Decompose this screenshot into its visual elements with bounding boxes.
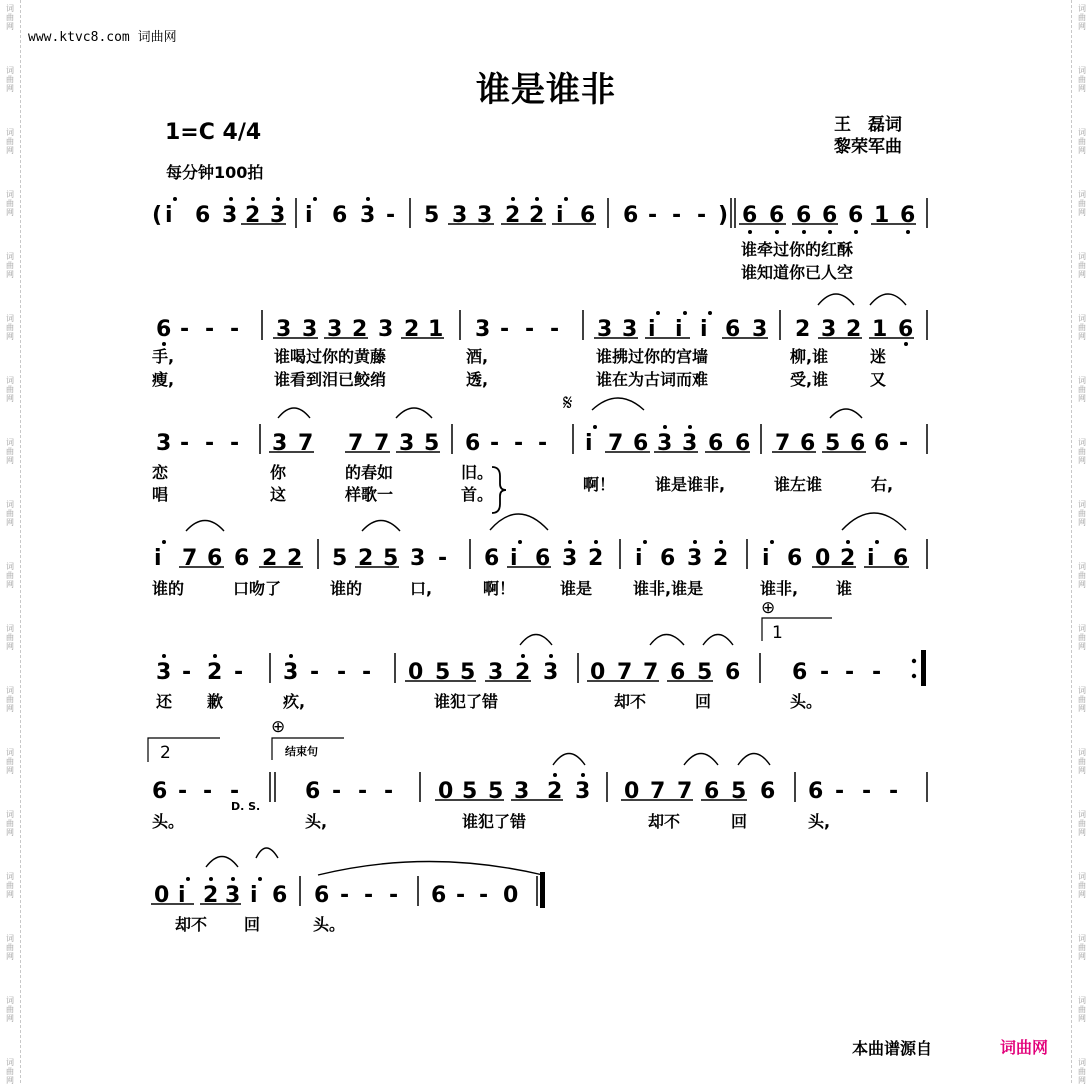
note-line-4-12: i	[510, 546, 518, 571]
lyric-text: 谁左谁	[774, 475, 823, 494]
note-line-6-19: 6	[760, 779, 776, 804]
note-line-4-13: 6	[535, 546, 551, 571]
octave-dots	[162, 197, 910, 881]
edge-watermark: 词 曲 网	[6, 872, 14, 899]
edge-watermark: 词 曲 网	[6, 996, 14, 1023]
edge-watermark: 词 曲 网	[1078, 748, 1086, 775]
note-line-4-16: i	[635, 546, 643, 571]
note-line-6-8: 0	[438, 779, 454, 804]
edge-watermark: 词 曲 网	[6, 934, 14, 961]
repeat-end-barline	[921, 650, 926, 686]
lyric-text: 样歌一	[345, 485, 394, 504]
note-line-4-9: 3	[410, 546, 426, 571]
score-notes	[152, 203, 915, 908]
lyric-text: 口,	[410, 579, 433, 598]
edge-watermark: 词 曲 网	[6, 748, 14, 775]
edge-watermark: 词 曲 网	[1078, 66, 1086, 93]
note-line-6-15: 7	[650, 779, 666, 804]
lyric-text: 却不	[175, 915, 208, 934]
note-line-3-15: 7	[608, 431, 624, 456]
note-line-2-13: -	[525, 317, 535, 342]
lyric-text: 谁知道你已人空	[741, 263, 854, 282]
note-line-1-17: 6	[623, 203, 639, 228]
edge-watermark: 词 曲 网	[6, 810, 14, 837]
note-line-1-21: )	[718, 203, 729, 228]
note-line-1-15: i	[556, 203, 564, 228]
note-line-2-4: 3	[276, 317, 292, 342]
note-line-3-20: 6	[735, 431, 751, 456]
note-line-4-22: 0	[815, 546, 831, 571]
edge-watermark: 词 曲 网	[1078, 190, 1086, 217]
note-line-3-8: 3	[399, 431, 415, 456]
note-line-3-11: -	[490, 431, 500, 456]
note-line-2-11: 3	[475, 317, 491, 342]
note-line-1-16: 6	[580, 203, 596, 228]
lyric-text: 谁的	[152, 579, 185, 598]
note-line-1-28: 6	[900, 203, 916, 228]
footer-source-text: 本曲谱源自	[852, 1039, 933, 1058]
note-line-3-1: -	[180, 431, 190, 456]
note-line-7-9: -	[389, 883, 399, 908]
verse-brace	[492, 467, 506, 513]
note-line-1-19: -	[672, 203, 682, 228]
note-line-5-3: -	[234, 660, 244, 685]
note-line-6-21: -	[835, 779, 845, 804]
note-line-6-17: 6	[704, 779, 720, 804]
edge-watermark: 词 曲 网	[1078, 4, 1086, 31]
key-signature: 1=C 4/4	[165, 120, 262, 145]
note-line-4-5: 2	[287, 546, 303, 571]
note-line-4-15: 2	[588, 546, 604, 571]
note-line-2-20: 6	[725, 317, 741, 342]
edge-watermark: 词 曲 网	[1078, 1058, 1086, 1085]
note-line-3-21: 7	[775, 431, 791, 456]
note-line-3-25: 6	[874, 431, 890, 456]
note-line-4-7: 2	[358, 546, 374, 571]
lyric-text: 疚,	[283, 692, 306, 711]
note-line-7-2: 2	[203, 883, 219, 908]
edge-watermark: 词 曲 网	[1078, 562, 1086, 589]
lyric-text: 谁牵过你的红酥	[741, 240, 854, 259]
score-lyrics	[152, 240, 893, 934]
lyric-text: 歉	[207, 692, 224, 711]
lyric-text: 却不	[614, 692, 647, 711]
note-line-4-4: 2	[262, 546, 278, 571]
note-line-2-25: 1	[872, 317, 888, 342]
note-line-4-6: 5	[332, 546, 348, 571]
lyric-text: 透,	[466, 370, 489, 389]
note-line-3-6: 7	[348, 431, 364, 456]
note-line-2-16: 3	[622, 317, 638, 342]
edge-watermark: 词 曲 网	[6, 562, 14, 589]
note-line-4-20: i	[762, 546, 770, 571]
lyricist-credit: 王 磊词	[834, 115, 902, 135]
note-line-3-18: 3	[682, 431, 698, 456]
edge-watermark: 词 曲 网	[1078, 500, 1086, 527]
note-line-6-9: 5	[462, 779, 478, 804]
note-line-1-8: 3	[360, 203, 376, 228]
note-line-3-12: -	[514, 431, 524, 456]
note-line-6-12: 2	[547, 779, 563, 804]
note-line-3-3: -	[230, 431, 240, 456]
note-line-1-1: i	[165, 203, 173, 228]
lyric-text: 受,谁	[790, 370, 829, 389]
repeat-dot	[912, 674, 916, 678]
note-line-2-15: 3	[597, 317, 613, 342]
note-line-2-17: i	[648, 317, 656, 342]
note-line-5-20: 6	[792, 660, 808, 685]
note-line-5-21: -	[820, 660, 830, 685]
edge-watermark: 词 曲 网	[1078, 314, 1086, 341]
lyric-text: 谁看到泪已鲛绡	[274, 370, 387, 389]
note-line-5-9: 5	[435, 660, 451, 685]
note-line-6-4: 6	[305, 779, 321, 804]
note-line-1-25: 6	[822, 203, 838, 228]
edge-watermark: 词 曲 网	[1078, 872, 1086, 899]
note-line-2-14: -	[550, 317, 560, 342]
note-line-4-0: i	[154, 546, 162, 571]
lyric-text: 迷	[870, 347, 887, 366]
note-line-1-13: 2	[505, 203, 521, 228]
note-line-1-6: i	[305, 203, 313, 228]
volta-1-label: 1	[772, 623, 783, 643]
note-line-3-9: 5	[424, 431, 440, 456]
note-line-2-5: 3	[302, 317, 318, 342]
lyric-text: 头。	[790, 692, 823, 711]
note-line-2-7: 2	[352, 317, 368, 342]
note-line-6-22: -	[862, 779, 872, 804]
edge-watermark: 词 曲 网	[6, 500, 14, 527]
note-line-5-19: 6	[725, 660, 741, 685]
lyric-text: 头,	[305, 812, 328, 831]
note-line-4-3: 6	[234, 546, 250, 571]
note-line-4-8: 5	[383, 546, 399, 571]
site-label: www.ktvc8.com 词曲网	[28, 30, 177, 45]
note-line-6-2: -	[203, 779, 213, 804]
edge-watermark: 词 曲 网	[1078, 934, 1086, 961]
note-line-1-9: -	[386, 203, 396, 228]
note-line-5-23: -	[872, 660, 882, 685]
note-line-5-8: 0	[408, 660, 424, 685]
lyric-text: 口吻了	[233, 579, 282, 598]
lyric-text: 头。	[313, 915, 346, 934]
lyric-text: 啊！	[583, 475, 616, 494]
note-line-6-10: 5	[488, 779, 504, 804]
edge-watermark: 词 曲 网	[1078, 624, 1086, 651]
note-line-5-15: 7	[617, 660, 633, 685]
note-line-6-18: 5	[731, 779, 747, 804]
note-line-3-7: 7	[374, 431, 390, 456]
note-line-2-9: 2	[404, 317, 420, 342]
note-line-3-4: 3	[272, 431, 288, 456]
note-line-5-0: 3	[156, 660, 172, 685]
note-line-5-13: 3	[543, 660, 559, 685]
note-line-1-27: 1	[874, 203, 890, 228]
lyric-text: 瘦,	[152, 370, 175, 389]
note-line-3-16: 6	[633, 431, 649, 456]
note-line-2-23: 3	[821, 317, 837, 342]
note-line-2-0: 6	[156, 317, 172, 342]
note-line-2-19: i	[700, 317, 708, 342]
coda-sign: ⊕	[761, 598, 776, 618]
lyric-text: 回	[695, 692, 712, 711]
note-line-3-17: 3	[657, 431, 673, 456]
note-line-3-5: 7	[298, 431, 314, 456]
page-title: 谁是谁非	[476, 70, 616, 110]
lyric-text: 谁喝过你的黄藤	[274, 347, 387, 366]
note-line-2-1: -	[180, 317, 190, 342]
note-line-5-17: 6	[670, 660, 686, 685]
edge-watermark: 词 曲 网	[1078, 686, 1086, 713]
note-line-2-26: 6	[898, 317, 914, 342]
note-line-6-6: -	[358, 779, 368, 804]
edge-watermark: 词 曲 网	[6, 314, 14, 341]
lyric-text: 你	[270, 463, 287, 482]
lyric-text: 谁是	[560, 579, 593, 598]
note-line-5-5: -	[310, 660, 320, 685]
note-line-3-10: 6	[465, 431, 481, 456]
note-line-1-0: (	[152, 203, 163, 228]
note-line-3-13: -	[538, 431, 548, 456]
lyric-text: 柳,谁	[790, 347, 829, 366]
lyric-text: 谁非,谁是	[633, 579, 704, 598]
note-line-4-24: i	[867, 546, 875, 571]
note-line-2-12: -	[500, 317, 510, 342]
note-line-3-24: 6	[850, 431, 866, 456]
lyric-text: 却不	[648, 812, 681, 831]
note-line-2-18: i	[675, 317, 683, 342]
edge-watermark: 词 曲 网	[6, 1058, 14, 1085]
ds-marking: D. S.	[231, 800, 261, 813]
note-line-4-19: 2	[713, 546, 729, 571]
lyric-text: 谁是谁非,	[655, 475, 726, 494]
lyric-text: 回	[244, 915, 261, 934]
note-line-4-21: 6	[787, 546, 803, 571]
lyric-text: 首。	[461, 485, 494, 504]
volta-2-label: 2	[160, 743, 171, 763]
edge-watermark: 词 曲 网	[6, 376, 14, 403]
edge-watermark: 词 曲 网	[1078, 128, 1086, 155]
repeat-dot	[912, 659, 916, 663]
lyric-text: 手,	[152, 347, 175, 366]
note-line-4-23: 2	[840, 546, 856, 571]
note-line-1-23: 6	[769, 203, 785, 228]
note-line-3-23: 5	[825, 431, 841, 456]
note-line-2-22: 2	[795, 317, 811, 342]
lyric-text: 头。	[152, 812, 185, 831]
note-line-6-23: -	[889, 779, 899, 804]
note-line-4-14: 3	[562, 546, 578, 571]
lyric-text: 的春如	[345, 463, 394, 482]
lyric-text: 又	[870, 370, 887, 389]
note-line-4-2: 6	[207, 546, 223, 571]
note-line-6-1: -	[178, 779, 188, 804]
note-line-2-6: 3	[327, 317, 343, 342]
edge-watermark: 词 曲 网	[1078, 252, 1086, 279]
lyric-text: 头,	[808, 812, 831, 831]
note-line-4-10: -	[438, 546, 448, 571]
note-line-5-18: 5	[697, 660, 713, 685]
note-line-6-16: 7	[677, 779, 693, 804]
note-line-7-4: i	[250, 883, 258, 908]
note-line-5-6: -	[337, 660, 347, 685]
note-line-2-24: 2	[846, 317, 862, 342]
note-line-4-18: 3	[687, 546, 703, 571]
edge-watermark: 词 曲 网	[6, 438, 14, 465]
edge-watermark: 词 曲 网	[6, 252, 14, 279]
note-line-7-0: 0	[154, 883, 170, 908]
note-line-5-4: 3	[283, 660, 299, 685]
note-line-7-12: -	[479, 883, 489, 908]
note-line-1-18: -	[648, 203, 658, 228]
note-line-6-3: -	[230, 779, 240, 804]
note-line-7-8: -	[364, 883, 374, 908]
note-line-7-10: 6	[431, 883, 447, 908]
note-line-1-11: 3	[452, 203, 468, 228]
note-line-7-11: -	[456, 883, 466, 908]
note-line-6-0: 6	[152, 779, 168, 804]
note-line-3-26: -	[899, 431, 909, 456]
edge-watermark: 词 曲 网	[1078, 996, 1086, 1023]
note-line-6-7: -	[384, 779, 394, 804]
note-line-1-26: 6	[848, 203, 864, 228]
note-line-5-12: 2	[515, 660, 531, 685]
lyric-text: 回	[731, 812, 748, 831]
lyric-text: 谁非,	[760, 579, 799, 598]
edge-watermark: 词 曲 网	[1078, 438, 1086, 465]
note-line-7-3: 3	[225, 883, 241, 908]
note-line-6-14: 0	[624, 779, 640, 804]
tempo-label: 每分钟100拍	[166, 163, 264, 182]
edge-watermark: 词 曲 网	[6, 686, 14, 713]
lyric-text: 谁犯了错	[434, 692, 499, 711]
note-line-1-10: 5	[424, 203, 440, 228]
lyric-text: 恋	[152, 463, 169, 482]
ending-label: 结束句	[285, 745, 318, 758]
edge-watermark: 词 曲 网	[1078, 810, 1086, 837]
note-line-7-1: i	[178, 883, 186, 908]
edge-watermark: 词 曲 网	[6, 128, 14, 155]
lyric-text: 啊！	[483, 579, 516, 598]
note-line-1-3: 3	[222, 203, 238, 228]
note-line-5-11: 3	[488, 660, 504, 685]
edge-watermark: 词 曲 网	[6, 624, 14, 651]
note-line-3-22: 6	[800, 431, 816, 456]
note-line-7-7: -	[340, 883, 350, 908]
segno-sign: 𝄋	[563, 391, 573, 416]
note-line-7-5: 6	[272, 883, 288, 908]
lyric-text: 旧。	[461, 463, 494, 482]
note-line-6-13: 3	[575, 779, 591, 804]
note-line-1-22: 6	[742, 203, 758, 228]
note-line-5-14: 0	[590, 660, 606, 685]
note-line-5-1: -	[182, 660, 192, 685]
note-line-2-8: 3	[378, 317, 394, 342]
lyric-text: 这	[270, 485, 287, 504]
note-line-3-19: 6	[708, 431, 724, 456]
note-line-4-17: 6	[660, 546, 676, 571]
lyric-text: 唱	[152, 485, 169, 504]
footer-brand-link[interactable]: 词曲网	[1000, 1038, 1049, 1057]
note-line-5-10: 5	[460, 660, 476, 685]
note-line-3-2: -	[205, 431, 215, 456]
note-line-3-14: i	[585, 431, 593, 456]
coda-sign: ⊕	[271, 717, 286, 737]
composer-credit: 黎荣军曲	[834, 137, 902, 157]
edge-watermark: 词 曲 网	[1078, 376, 1086, 403]
note-line-2-10: 1	[428, 317, 444, 342]
note-line-7-6: 6	[314, 883, 330, 908]
lyric-text: 谁拂过你的宫墙	[596, 347, 709, 366]
note-line-2-3: -	[230, 317, 240, 342]
lyric-text: 右,	[871, 475, 894, 494]
note-line-2-21: 3	[752, 317, 768, 342]
note-line-7-13: 0	[503, 883, 519, 908]
note-line-4-1: 7	[182, 546, 198, 571]
note-line-5-16: 7	[643, 660, 659, 685]
note-line-1-12: 3	[477, 203, 493, 228]
note-line-1-5: 3	[270, 203, 286, 228]
note-line-4-25: 6	[893, 546, 909, 571]
note-line-1-2: 6	[195, 203, 211, 228]
note-line-1-24: 6	[796, 203, 812, 228]
edge-watermark: 词 曲 网	[6, 66, 14, 93]
lyric-text: 酒,	[466, 347, 489, 366]
note-line-1-14: 2	[529, 203, 545, 228]
note-line-5-22: -	[845, 660, 855, 685]
note-line-6-20: 6	[808, 779, 824, 804]
final-barline	[540, 872, 545, 908]
note-line-1-4: 2	[245, 203, 261, 228]
lyric-text: 谁	[836, 579, 853, 598]
note-line-2-2: -	[205, 317, 215, 342]
note-line-6-5: -	[332, 779, 342, 804]
lyric-text: 谁在为古词而难	[596, 370, 709, 389]
note-line-1-20: -	[697, 203, 707, 228]
note-line-5-7: -	[362, 660, 372, 685]
note-line-1-7: 6	[332, 203, 348, 228]
note-line-4-11: 6	[484, 546, 500, 571]
note-line-3-0: 3	[156, 431, 172, 456]
lyric-text: 还	[156, 692, 173, 711]
note-line-6-11: 3	[514, 779, 530, 804]
edge-watermark: 词 曲 网	[6, 4, 14, 31]
note-line-5-2: 2	[207, 660, 223, 685]
edge-watermark: 词 曲 网	[6, 190, 14, 217]
lyric-text: 谁犯了错	[462, 812, 527, 831]
lyric-text: 谁的	[330, 579, 363, 598]
